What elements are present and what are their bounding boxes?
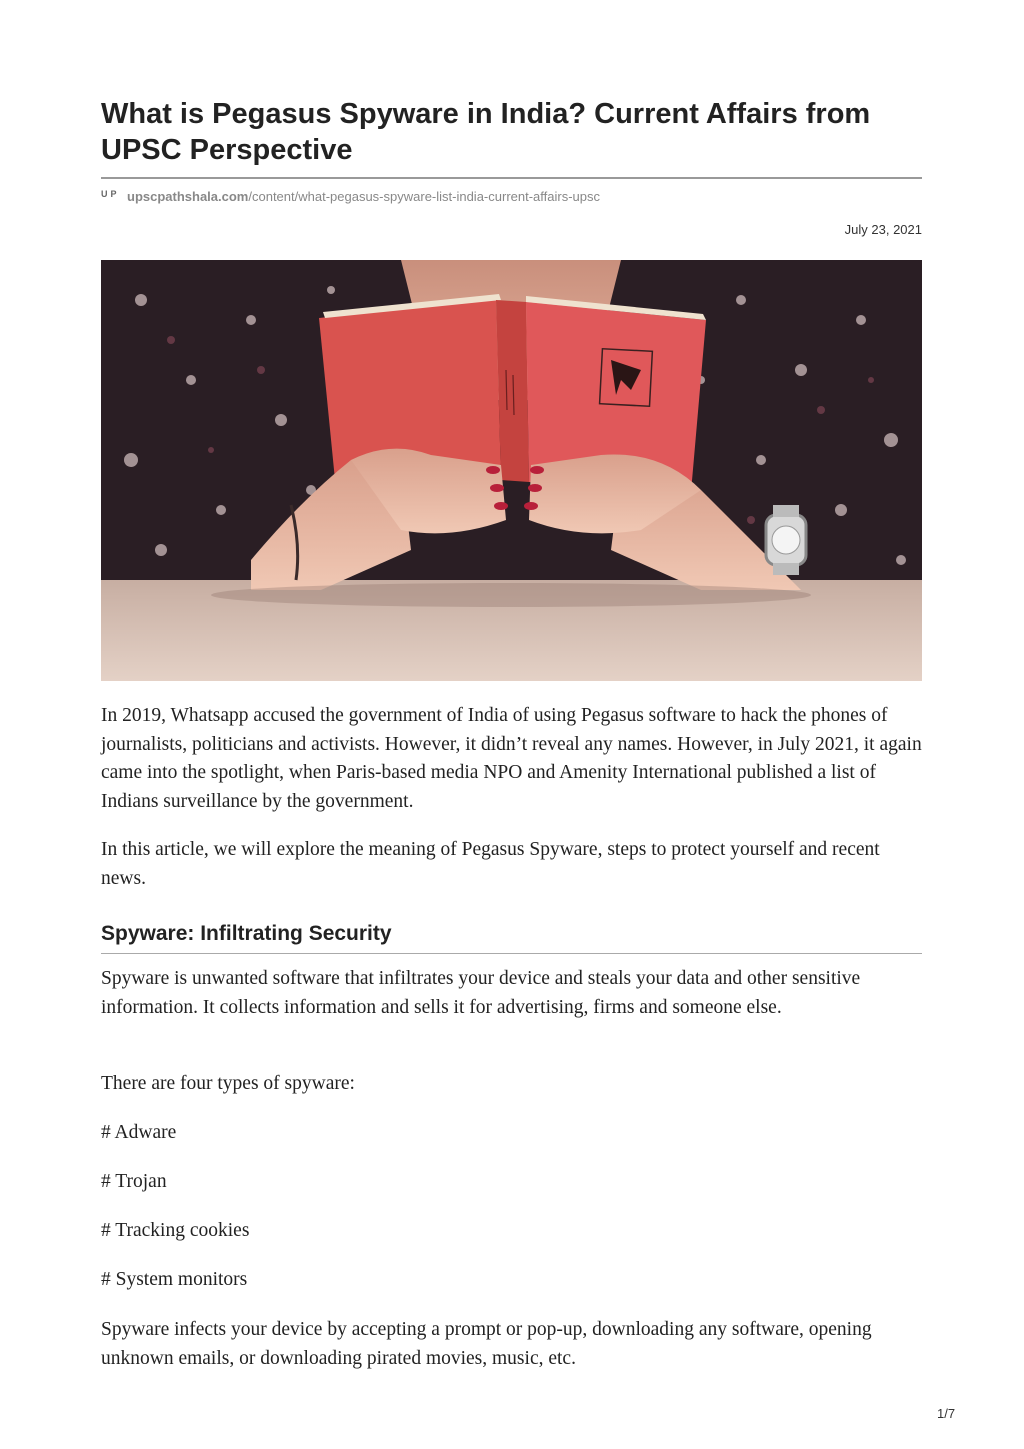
intro-paragraph: In 2019, Whatsapp accused the government of India of using Pegasus software to hack the phones of journalists, politicians and activists. However, it didn’t reveal any names. However, in July 2021, it again came into the spotlight, when Paris-based media NPO and Amenity International published a list of Indians surveillance by the government. [101,705,922,812]
source-domain[interactable]: upscpathshala.com [127,189,249,204]
title-divider [101,177,922,179]
infection-paragraph: Spyware infects your device by accepting a prompt or pop-up, downloading any software, opening unknown emails, or downloading pirated movies, music, etc. [101,1319,872,1369]
article-title: What is Pegasus Spyware in India? Current Affairs from UPSC Perspective [101,98,871,166]
section-divider [101,953,922,954]
site-favicon-icon: UP [101,189,120,199]
page-number: 1/7 [937,1406,956,1421]
spyware-definition-paragraph: Spyware is unwanted software that infiltrates your device and steals your data and other sensitive information. It collects information and sells it for advertising, firms and someone else. [101,968,861,1018]
hero-image [101,260,922,681]
source-path[interactable]: /content/what-pegasus-spyware-list-india-current-affairs-upsc [248,189,601,204]
spyware-types-intro: There are four types of spyware: [101,1073,355,1094]
section-heading: Spyware: Infiltrating Security [101,922,392,945]
list-item: # System monitors [101,1269,248,1290]
publish-date: July 23, 2021 [844,222,922,237]
list-item: # Tracking cookies [101,1220,250,1241]
list-item: # Trojan [101,1171,167,1192]
article-scope-paragraph: In this article, we will explore the meaning of Pegasus Spyware, steps to protect yourself and recent news. [101,839,880,889]
source-line [101,188,600,206]
list-item: # Adware [101,1122,177,1143]
woman-reading-book-illustration [101,260,922,681]
